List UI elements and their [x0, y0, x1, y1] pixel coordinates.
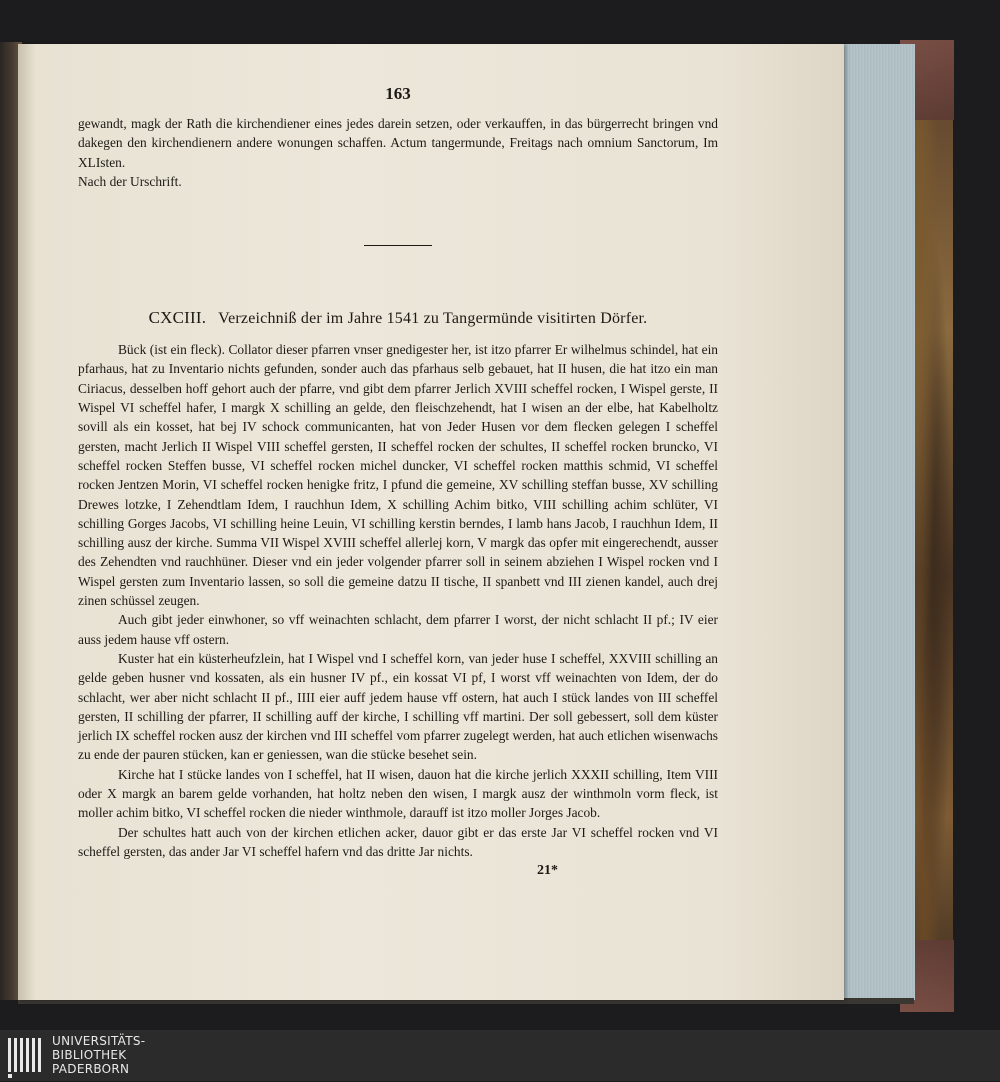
- paragraph-kuster: Kuster hat ein küsterheufzlein, hat I Wispel vnd I scheffel korn, van jeder huse I scheffel, XXVIII schilling an gelde geben husner vnd kossaten, als ein husner IV pf., ein kossat VI pf, I worst vff weinachten von Idem, der do schlacht, wer aber nicht schlacht II pf., IIII eier auff jedem hause vff ostern, hat auch I stück landes von III scheffel gersten, II schilling der pfarrer, II schilling auff der kirche, I schilling vff martini. Der soll gebessert, soll dem küster jerlich IX scheffel rocken ausz der kirchen vnd III scheffel vom pfarrer zugelegt werden, hat auch etlichen wisenwachs zu ende der pauren stücken, kan er geniessen, wan die stücke besehet sein.: [78, 650, 718, 763]
- university-library-logo-icon: [6, 1034, 46, 1078]
- library-name-line-1: UNIVERSITÄTS-: [52, 1034, 146, 1048]
- page-edges: [836, 44, 915, 1000]
- library-name: [52, 1034, 145, 1076]
- paragraph-bueck: Bück (ist ein fleck). Collator dieser pfarren vnser gnedigester her, ist itzo pfarrer Er wilhelmus schindel, hat ein pfarhaus, hat zu Inventario nichts gefunden, sonder auch das pfarhaus selb gebauet, hat II husen, die hat itzo ein man Ciriacus, desselben hoff gehort auch der pfarre, vnd gibt dem pfarrer Jerlich XVIII scheffel rocken, I Wispel gerste, II Wispel VI scheffel hafer, I margk X schilling an gelde, den fleischzehendt, hat I wisen an der elbe, hat Kabelholtz sovill als ein kosset, hat bej IV schock communicanten, hat von Jeder Husen vor dem flecken gelegen I scheffel gersten, macht Jerlich II Wispel VIII scheffel gersten, II scheffel rocken der schultes, II scheffel rocken bruncko, VI scheffel rocken Steffen busse, VI scheffel rocken michel duncker, VI scheffel rocken matthis schmid, VI scheffel rocken Jentzen Morin, VI scheffel rocken henigke fritz, I pfund die gemeine, XV schilling steffan busse, XV schilling Drewes lotzke, I Zehendtlam Idem, I rauchhun Idem, X schilling Achim bitko, VIII schilling achim schlüter, VI schilling Gorges Jacobs, VI schilling heine Leuin, VI schilling kerstin berndes, I lamb hans Jacob, I rauchhun Idem, II schilling ausz der kirche. Summa VII Wispel XVIII scheffel allerlej korn, V margk das opfer mit eingerechendt, ausser des Zehendten vnd rauchhüner. Dieser vnd ein jeder volgender pfarrer soll in seinem abziehen I Wispel rocken vnd I Wispel gersten zum Inventario lassen, so soll die gemeine datzu II tische, II spanbett vnd III zienen kandel, auch drej zinen schüssel zeugen.: [78, 342, 718, 609]
- source-note: Nach der Urschrift.: [78, 173, 182, 189]
- paragraph-schultes: Der schultes hatt auch von der kirchen etlichen acker, dauor gibt er das erste Jar VI scheffel rocken vnd VI scheffel gersten, das ander Jar VI scheffel hafern vnd das dritte Jar nichts.: [78, 824, 718, 859]
- section-number: CXCIII.: [148, 308, 207, 328]
- footer-bar: [0, 1030, 1000, 1081]
- paragraph-kirche: Kirche hat I stücke landes von I scheffel, hat II wisen, dauon hat die kirche jerlich XXXII schilling, Item VIII oder X margk an barem gelde vorhanden, hat holtz neben den wisen, I margk ausz der winthmoln vorm fleck, ist moller achim bitko, VI scheffel rocken die nieder winthmole, darauff ist itzo moller Jorges Jacob.: [78, 766, 718, 821]
- section-title: Verzeichniß der im Jahre 1541 zu Tangermünde visitirten Dörfer.: [218, 310, 648, 328]
- library-name-line-3: PADERBORN: [52, 1062, 130, 1076]
- paragraph-einwohner: Auch gibt jeder einwhoner, so vff weinachten schlacht, dem pfarrer I worst, der nicht schlacht II pf.; IV eier auss jedem hause vff ostern.: [78, 612, 718, 647]
- page-content: [78, 84, 718, 879]
- section-heading: [78, 308, 718, 328]
- continuation-paragraph: gewandt, magk der Rath die kirchendiener eines jedes darein setzen, oder verkauffen, in das bürgerrecht bringen vnd dakegen den kirchendienern andere wonungen schaffen. Actum tangermunde, Freitags nach omnium Sanctorum, Im XLIsten.: [78, 116, 718, 170]
- library-name-line-2: BIBLIOTHEK: [52, 1048, 127, 1062]
- sheet-signature-mark: 21*: [537, 863, 558, 879]
- page-number: 163: [385, 84, 411, 103]
- section-divider: [364, 245, 432, 246]
